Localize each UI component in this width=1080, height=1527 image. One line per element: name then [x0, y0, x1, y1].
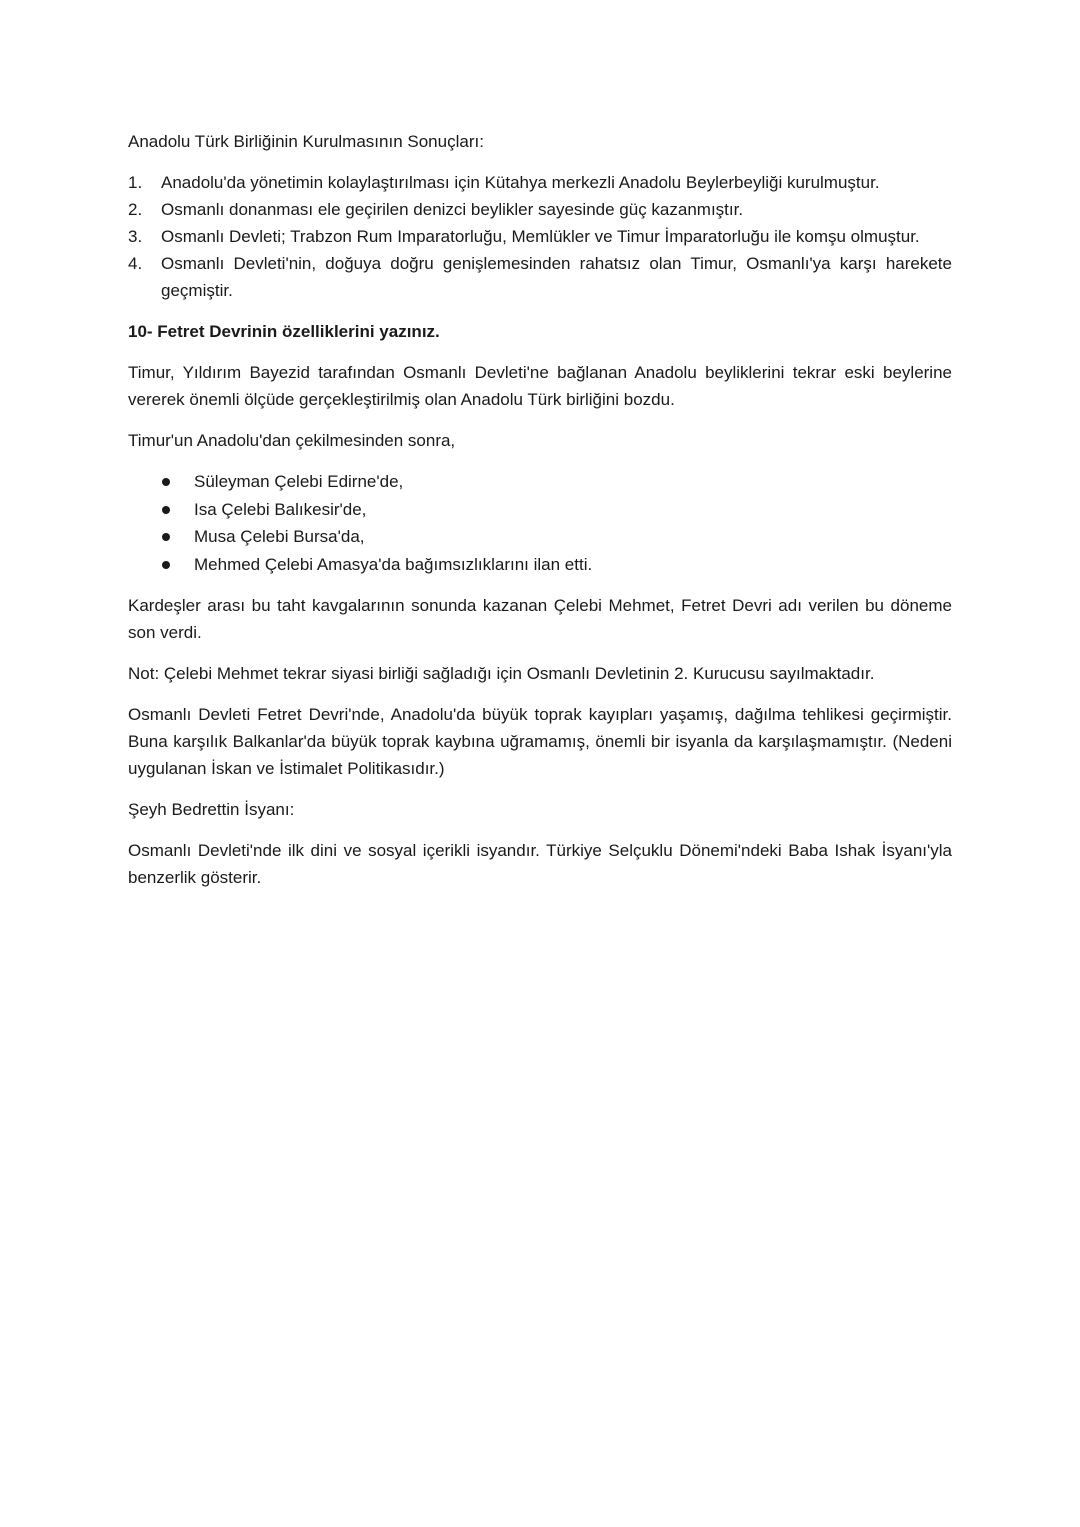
bullet-item: [128, 523, 952, 551]
list-item-text: Osmanlı Devleti; Trabzon Rum Imparatorluğu, Memlükler ve Timur İmparatorluğu ile komşu olmuştur.: [161, 227, 920, 246]
list-item-text: Osmanlı donanması ele geçirilen denizci beylikler sayesinde güç kazanmıştır.: [161, 200, 744, 219]
document-page: [128, 128, 952, 905]
list-item: [128, 223, 952, 250]
bullet-list: [128, 468, 952, 578]
list-item: [128, 250, 952, 304]
note: Not: Çelebi Mehmet tekrar siyasi birliği sağladığı için Osmanlı Devletinin 2. Kurucusu sayılmaktadır.: [128, 664, 875, 683]
bullet-dot-icon: [162, 478, 170, 486]
section-title: Anadolu Türk Birliğinin Kurulmasının Sonuçları:: [128, 132, 484, 151]
bullet-dot-icon: [162, 533, 170, 541]
bullet-dot-icon: [162, 561, 170, 569]
paragraph: Osmanlı Devleti'nde ilk dini ve sosyal içerikli isyandır. Türkiye Selçuklu Dönemi'ndeki Baba Ishak İsyanı'yla benzerlik gösterir.: [128, 841, 952, 887]
paragraph: Osmanlı Devleti Fetret Devri'nde, Anadolu'da büyük toprak kayıpları yaşamış, dağılma tehlikesi geçirmiştir. Buna karşılık Balkanlar'da büyük toprak kaybına uğramamış, önemli bir isyanla da karşılaşmamıştır. (Nedeni uygulanan İskan ve İstimalet Politikasıdır.): [128, 705, 952, 778]
bullet-text: Isa Çelebi Balıkesir'de,: [194, 499, 367, 519]
paragraph: Timur, Yıldırım Bayezid tarafından Osmanlı Devleti'ne bağlanan Anadolu beyliklerini tekrar eski beylerine vererek önemli ölçüde gerçekleştirilmiş olan Anadolu Türk birliğini bozdu.: [128, 363, 952, 409]
list-number: 1.: [128, 173, 143, 192]
bullet-text: Mehmed Çelebi Amasya'da bağımsızlıklarını ilan etti.: [194, 554, 593, 574]
list-number: 4.: [128, 254, 143, 273]
paragraph: Timur'un Anadolu'dan çekilmesinden sonra,: [128, 431, 456, 450]
list-item-text: Osmanlı Devleti'nin, doğuya doğru genişlemesinden rahatsız olan Timur, Osmanlı'ya karşı harekete geçmiştir.: [161, 254, 952, 300]
list-number: 3.: [128, 227, 143, 246]
question-heading: 10- Fetret Devrinin özelliklerini yazınız.: [128, 322, 440, 341]
list-item-text: Anadolu'da yönetimin kolaylaştırılması için Kütahya merkezli Anadolu Beylerbeyliği kurulmuştur.: [161, 173, 880, 192]
bullet-item: [128, 551, 952, 579]
list-item: [128, 196, 952, 223]
list-number: 2.: [128, 200, 143, 219]
bullet-text: Musa Çelebi Bursa'da,: [194, 527, 365, 546]
bullet-item: [128, 496, 952, 524]
paragraph: Kardeşler arası bu taht kavgalarının sonunda kazanan Çelebi Mehmet, Fetret Devri adı verilen bu döneme son verdi.: [128, 596, 952, 642]
subheading: Şeyh Bedrettin İsyanı:: [128, 800, 295, 819]
results-list: [128, 169, 952, 304]
bullet-text: Süleyman Çelebi Edirne'de,: [194, 472, 404, 491]
bullet-dot-icon: [162, 506, 170, 514]
list-item: [128, 169, 952, 196]
bullet-item: [128, 468, 952, 496]
